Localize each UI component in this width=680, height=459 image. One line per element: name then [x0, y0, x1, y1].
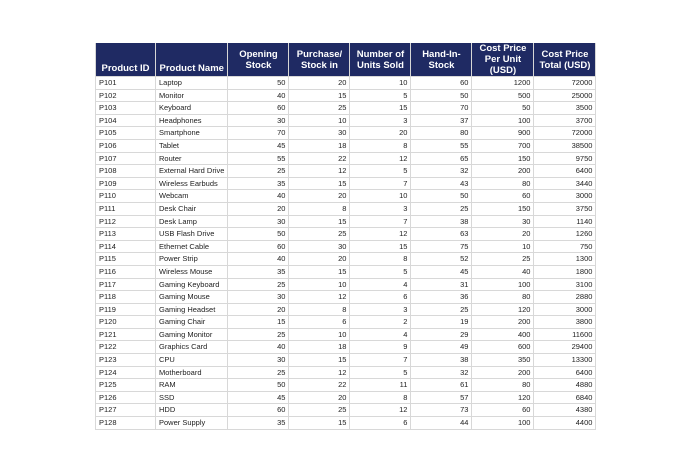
- cell-opening-stock[interactable]: 30: [228, 215, 289, 228]
- cell-product-name[interactable]: Gaming Chair: [156, 316, 228, 329]
- cell-cost-per-unit[interactable]: 40: [472, 265, 534, 278]
- cell-purchase-stock-in[interactable]: 20: [289, 190, 350, 203]
- cell-opening-stock[interactable]: 20: [228, 303, 289, 316]
- cell-product-name[interactable]: Laptop: [156, 77, 228, 90]
- cell-cost-total[interactable]: 13300: [534, 354, 596, 367]
- cell-units-sold[interactable]: 12: [350, 404, 411, 417]
- cell-hand-in-stock[interactable]: 36: [411, 291, 472, 304]
- cell-units-sold[interactable]: 5: [350, 89, 411, 102]
- cell-product-name[interactable]: RAM: [156, 379, 228, 392]
- cell-hand-in-stock[interactable]: 31: [411, 278, 472, 291]
- cell-product-name[interactable]: USB Flash Drive: [156, 228, 228, 241]
- cell-cost-per-unit[interactable]: 80: [472, 291, 534, 304]
- cell-cost-per-unit[interactable]: 500: [472, 89, 534, 102]
- cell-hand-in-stock[interactable]: 61: [411, 379, 472, 392]
- cell-units-sold[interactable]: 15: [350, 240, 411, 253]
- cell-cost-total[interactable]: 1140: [534, 215, 596, 228]
- cell-hand-in-stock[interactable]: 70: [411, 102, 472, 115]
- cell-purchase-stock-in[interactable]: 20: [289, 77, 350, 90]
- cell-opening-stock[interactable]: 20: [228, 202, 289, 215]
- cell-units-sold[interactable]: 7: [350, 215, 411, 228]
- cell-hand-in-stock[interactable]: 45: [411, 265, 472, 278]
- table-row: [96, 379, 596, 392]
- cell-cost-total[interactable]: 2880: [534, 291, 596, 304]
- cell-product-id[interactable]: P103: [96, 102, 156, 115]
- cell-purchase-stock-in[interactable]: 10: [289, 278, 350, 291]
- cell-purchase-stock-in[interactable]: 15: [289, 215, 350, 228]
- cell-hand-in-stock[interactable]: 55: [411, 139, 472, 152]
- cell-product-id[interactable]: P122: [96, 341, 156, 354]
- cell-opening-stock[interactable]: 45: [228, 391, 289, 404]
- cell-hand-in-stock[interactable]: 38: [411, 215, 472, 228]
- cell-product-id[interactable]: P120: [96, 316, 156, 329]
- cell-units-sold[interactable]: 6: [350, 291, 411, 304]
- cell-product-id[interactable]: P106: [96, 139, 156, 152]
- cell-units-sold[interactable]: 20: [350, 127, 411, 140]
- cell-hand-in-stock[interactable]: 32: [411, 366, 472, 379]
- cell-hand-in-stock[interactable]: 52: [411, 253, 472, 266]
- cell-product-name[interactable]: Gaming Headset: [156, 303, 228, 316]
- table-body: [96, 77, 596, 430]
- cell-units-sold[interactable]: 6: [350, 417, 411, 430]
- cell-opening-stock[interactable]: 35: [228, 177, 289, 190]
- table-row: [96, 89, 596, 102]
- cell-cost-per-unit[interactable]: 60: [472, 404, 534, 417]
- cell-product-id[interactable]: P121: [96, 328, 156, 341]
- cell-cost-per-unit[interactable]: 600: [472, 341, 534, 354]
- table-row: [96, 278, 596, 291]
- table-row: [96, 328, 596, 341]
- header-product-name[interactable]: Product Name: [156, 43, 228, 77]
- cell-opening-stock[interactable]: 60: [228, 404, 289, 417]
- table-row: [96, 215, 596, 228]
- cell-units-sold[interactable]: 8: [350, 139, 411, 152]
- cell-product-name[interactable]: Smartphone: [156, 127, 228, 140]
- cell-product-id[interactable]: P102: [96, 89, 156, 102]
- cell-units-sold[interactable]: 2: [350, 316, 411, 329]
- cell-purchase-stock-in[interactable]: 12: [289, 291, 350, 304]
- cell-opening-stock[interactable]: 50: [228, 77, 289, 90]
- cell-opening-stock[interactable]: 60: [228, 240, 289, 253]
- table-row: [96, 165, 596, 178]
- cell-product-id[interactable]: P101: [96, 77, 156, 90]
- cell-cost-total[interactable]: 3100: [534, 278, 596, 291]
- cell-hand-in-stock[interactable]: 50: [411, 190, 472, 203]
- cell-cost-per-unit[interactable]: 120: [472, 303, 534, 316]
- cell-product-id[interactable]: P128: [96, 417, 156, 430]
- cell-hand-in-stock[interactable]: 50: [411, 89, 472, 102]
- header-opening-stock[interactable]: Opening Stock: [228, 43, 289, 77]
- cell-product-name[interactable]: Motherboard: [156, 366, 228, 379]
- cell-product-id[interactable]: P126: [96, 391, 156, 404]
- cell-hand-in-stock[interactable]: 65: [411, 152, 472, 165]
- cell-product-id[interactable]: P108: [96, 165, 156, 178]
- cell-units-sold[interactable]: 11: [350, 379, 411, 392]
- cell-cost-total[interactable]: 1260: [534, 228, 596, 241]
- table-row: [96, 190, 596, 203]
- cell-product-name[interactable]: Desk Lamp: [156, 215, 228, 228]
- cell-hand-in-stock[interactable]: 19: [411, 316, 472, 329]
- cell-opening-stock[interactable]: 35: [228, 265, 289, 278]
- cell-product-name[interactable]: Headphones: [156, 114, 228, 127]
- cell-units-sold[interactable]: 4: [350, 278, 411, 291]
- cell-cost-per-unit[interactable]: 80: [472, 379, 534, 392]
- cell-product-name[interactable]: Graphics Card: [156, 341, 228, 354]
- cell-product-id[interactable]: P107: [96, 152, 156, 165]
- cell-units-sold[interactable]: 7: [350, 354, 411, 367]
- cell-purchase-stock-in[interactable]: 18: [289, 139, 350, 152]
- cell-product-id[interactable]: P123: [96, 354, 156, 367]
- cell-product-name[interactable]: External Hard Drive: [156, 165, 228, 178]
- cell-units-sold[interactable]: 3: [350, 114, 411, 127]
- cell-cost-total[interactable]: 9750: [534, 152, 596, 165]
- cell-product-name[interactable]: Gaming Keyboard: [156, 278, 228, 291]
- cell-purchase-stock-in[interactable]: 15: [289, 89, 350, 102]
- cell-product-id[interactable]: P109: [96, 177, 156, 190]
- cell-cost-per-unit[interactable]: 200: [472, 165, 534, 178]
- cell-purchase-stock-in[interactable]: 10: [289, 328, 350, 341]
- cell-opening-stock[interactable]: 45: [228, 139, 289, 152]
- table-row: [96, 265, 596, 278]
- table-row: [96, 303, 596, 316]
- header-hand-in-stock[interactable]: Hand-In-Stock: [411, 43, 472, 77]
- cell-product-id[interactable]: P127: [96, 404, 156, 417]
- cell-cost-total[interactable]: 6840: [534, 391, 596, 404]
- cell-cost-total[interactable]: 3500: [534, 102, 596, 115]
- cell-opening-stock[interactable]: 35: [228, 417, 289, 430]
- table-header: [96, 43, 596, 77]
- cell-cost-per-unit[interactable]: 30: [472, 215, 534, 228]
- cell-purchase-stock-in[interactable]: 8: [289, 303, 350, 316]
- cell-product-id[interactable]: P112: [96, 215, 156, 228]
- cell-product-name[interactable]: Ethernet Cable: [156, 240, 228, 253]
- cell-cost-total[interactable]: 3800: [534, 316, 596, 329]
- table-row: [96, 127, 596, 140]
- cell-purchase-stock-in[interactable]: 15: [289, 265, 350, 278]
- cell-product-id[interactable]: P111: [96, 202, 156, 215]
- cell-purchase-stock-in[interactable]: 15: [289, 417, 350, 430]
- table-row: [96, 341, 596, 354]
- cell-product-id[interactable]: P119: [96, 303, 156, 316]
- inventory-table: [95, 43, 596, 430]
- cell-cost-per-unit[interactable]: 80: [472, 177, 534, 190]
- table-row: [96, 316, 596, 329]
- cell-opening-stock[interactable]: 30: [228, 291, 289, 304]
- cell-purchase-stock-in[interactable]: 22: [289, 379, 350, 392]
- cell-cost-per-unit[interactable]: 10: [472, 240, 534, 253]
- cell-hand-in-stock[interactable]: 75: [411, 240, 472, 253]
- cell-purchase-stock-in[interactable]: 20: [289, 253, 350, 266]
- cell-units-sold[interactable]: 4: [350, 328, 411, 341]
- cell-product-name[interactable]: Gaming Monitor: [156, 328, 228, 341]
- cell-opening-stock[interactable]: 25: [228, 366, 289, 379]
- cell-product-id[interactable]: P117: [96, 278, 156, 291]
- cell-cost-total[interactable]: 4400: [534, 417, 596, 430]
- cell-purchase-stock-in[interactable]: 12: [289, 366, 350, 379]
- cell-hand-in-stock[interactable]: 49: [411, 341, 472, 354]
- cell-units-sold[interactable]: 9: [350, 341, 411, 354]
- cell-product-name[interactable]: SSD: [156, 391, 228, 404]
- cell-hand-in-stock[interactable]: 29: [411, 328, 472, 341]
- cell-hand-in-stock[interactable]: 63: [411, 228, 472, 241]
- cell-hand-in-stock[interactable]: 25: [411, 202, 472, 215]
- table-row: [96, 240, 596, 253]
- table-row: [96, 202, 596, 215]
- cell-product-id[interactable]: P124: [96, 366, 156, 379]
- cell-product-id[interactable]: P105: [96, 127, 156, 140]
- cell-hand-in-stock[interactable]: 73: [411, 404, 472, 417]
- table-row: [96, 354, 596, 367]
- table-row: [96, 417, 596, 430]
- cell-cost-total[interactable]: 3700: [534, 114, 596, 127]
- cell-opening-stock[interactable]: 30: [228, 114, 289, 127]
- cell-product-name[interactable]: Wireless Earbuds: [156, 177, 228, 190]
- cell-cost-per-unit[interactable]: 1200: [472, 77, 534, 90]
- cell-opening-stock[interactable]: 55: [228, 152, 289, 165]
- table-row: [96, 77, 596, 90]
- cell-units-sold[interactable]: 12: [350, 152, 411, 165]
- cell-hand-in-stock[interactable]: 32: [411, 165, 472, 178]
- cell-hand-in-stock[interactable]: 38: [411, 354, 472, 367]
- table-row: [96, 139, 596, 152]
- cell-hand-in-stock[interactable]: 37: [411, 114, 472, 127]
- cell-cost-total[interactable]: 3750: [534, 202, 596, 215]
- table-row: [96, 152, 596, 165]
- table-row: [96, 228, 596, 241]
- cell-units-sold[interactable]: 10: [350, 190, 411, 203]
- cell-cost-total[interactable]: 3000: [534, 190, 596, 203]
- table-row: [96, 177, 596, 190]
- cell-units-sold[interactable]: 12: [350, 228, 411, 241]
- cell-cost-total[interactable]: 750: [534, 240, 596, 253]
- cell-cost-per-unit[interactable]: 100: [472, 417, 534, 430]
- table-row: [96, 114, 596, 127]
- cell-product-id[interactable]: P113: [96, 228, 156, 241]
- cell-units-sold[interactable]: 5: [350, 366, 411, 379]
- cell-purchase-stock-in[interactable]: 15: [289, 354, 350, 367]
- table-row: [96, 253, 596, 266]
- cell-product-name[interactable]: Desk Chair: [156, 202, 228, 215]
- cell-opening-stock[interactable]: 25: [228, 328, 289, 341]
- cell-units-sold[interactable]: 8: [350, 391, 411, 404]
- cell-cost-total[interactable]: 29400: [534, 341, 596, 354]
- cell-opening-stock[interactable]: 40: [228, 89, 289, 102]
- cell-cost-per-unit[interactable]: 50: [472, 102, 534, 115]
- cell-product-name[interactable]: CPU: [156, 354, 228, 367]
- cell-cost-per-unit[interactable]: 100: [472, 278, 534, 291]
- cell-product-name[interactable]: Power Supply: [156, 417, 228, 430]
- cell-purchase-stock-in[interactable]: 6: [289, 316, 350, 329]
- cell-purchase-stock-in[interactable]: 25: [289, 228, 350, 241]
- cell-product-id[interactable]: P118: [96, 291, 156, 304]
- cell-cost-per-unit[interactable]: 200: [472, 316, 534, 329]
- cell-units-sold[interactable]: 7: [350, 177, 411, 190]
- cell-opening-stock[interactable]: 25: [228, 165, 289, 178]
- cell-purchase-stock-in[interactable]: 8: [289, 202, 350, 215]
- header-product-id[interactable]: Product ID: [96, 43, 156, 77]
- cell-product-id[interactable]: P125: [96, 379, 156, 392]
- cell-product-name[interactable]: Router: [156, 152, 228, 165]
- cell-product-name[interactable]: Keyboard: [156, 102, 228, 115]
- cell-hand-in-stock[interactable]: 43: [411, 177, 472, 190]
- cell-cost-total[interactable]: 1300: [534, 253, 596, 266]
- header-cost-price-per-unit[interactable]: Cost Price Per Unit (USD): [472, 43, 534, 77]
- cell-cost-per-unit[interactable]: 400: [472, 328, 534, 341]
- cell-cost-total[interactable]: 25000: [534, 89, 596, 102]
- table-row: [96, 102, 596, 115]
- cell-opening-stock[interactable]: 40: [228, 341, 289, 354]
- cell-product-name[interactable]: HDD: [156, 404, 228, 417]
- cell-opening-stock[interactable]: 40: [228, 190, 289, 203]
- cell-hand-in-stock[interactable]: 80: [411, 127, 472, 140]
- cell-purchase-stock-in[interactable]: 15: [289, 177, 350, 190]
- cell-purchase-stock-in[interactable]: 22: [289, 152, 350, 165]
- cell-purchase-stock-in[interactable]: 18: [289, 341, 350, 354]
- cell-purchase-stock-in[interactable]: 25: [289, 102, 350, 115]
- cell-hand-in-stock[interactable]: 44: [411, 417, 472, 430]
- cell-product-name[interactable]: Monitor: [156, 89, 228, 102]
- cell-cost-per-unit[interactable]: 900: [472, 127, 534, 140]
- cell-purchase-stock-in[interactable]: 30: [289, 127, 350, 140]
- cell-units-sold[interactable]: 3: [350, 202, 411, 215]
- cell-product-id[interactable]: P116: [96, 265, 156, 278]
- cell-opening-stock[interactable]: 15: [228, 316, 289, 329]
- cell-units-sold[interactable]: 5: [350, 265, 411, 278]
- cell-cost-per-unit[interactable]: 20: [472, 228, 534, 241]
- cell-cost-per-unit[interactable]: 200: [472, 366, 534, 379]
- cell-cost-total[interactable]: 72000: [534, 77, 596, 90]
- cell-product-name[interactable]: Webcam: [156, 190, 228, 203]
- cell-purchase-stock-in[interactable]: 30: [289, 240, 350, 253]
- table-row: [96, 391, 596, 404]
- cell-hand-in-stock[interactable]: 25: [411, 303, 472, 316]
- cell-opening-stock[interactable]: 30: [228, 354, 289, 367]
- cell-units-sold[interactable]: 5: [350, 165, 411, 178]
- cell-cost-per-unit[interactable]: 100: [472, 114, 534, 127]
- cell-product-name[interactable]: Wireless Mouse: [156, 265, 228, 278]
- cell-units-sold[interactable]: 8: [350, 253, 411, 266]
- cell-cost-per-unit[interactable]: 150: [472, 202, 534, 215]
- cell-product-name[interactable]: Power Strip: [156, 253, 228, 266]
- cell-units-sold[interactable]: 3: [350, 303, 411, 316]
- cell-cost-per-unit[interactable]: 120: [472, 391, 534, 404]
- cell-cost-total[interactable]: 3000: [534, 303, 596, 316]
- cell-opening-stock[interactable]: 60: [228, 102, 289, 115]
- cell-units-sold[interactable]: 10: [350, 77, 411, 90]
- cell-cost-total[interactable]: 3440: [534, 177, 596, 190]
- cell-cost-per-unit[interactable]: 350: [472, 354, 534, 367]
- table-row: [96, 366, 596, 379]
- table-row: [96, 404, 596, 417]
- cell-cost-per-unit[interactable]: 25: [472, 253, 534, 266]
- cell-product-name[interactable]: Tablet: [156, 139, 228, 152]
- cell-product-id[interactable]: P104: [96, 114, 156, 127]
- cell-hand-in-stock[interactable]: 60: [411, 77, 472, 90]
- cell-cost-total[interactable]: 1800: [534, 265, 596, 278]
- table-row: [96, 291, 596, 304]
- cell-hand-in-stock[interactable]: 57: [411, 391, 472, 404]
- cell-product-name[interactable]: Gaming Mouse: [156, 291, 228, 304]
- cell-opening-stock[interactable]: 40: [228, 253, 289, 266]
- cell-units-sold[interactable]: 15: [350, 102, 411, 115]
- header-row: [96, 43, 596, 77]
- header-purchase-stock-in[interactable]: Purchase/ Stock in: [289, 43, 350, 77]
- cell-product-id[interactable]: P115: [96, 253, 156, 266]
- header-units-sold[interactable]: Number of Units Sold: [350, 43, 411, 77]
- cell-product-id[interactable]: P110: [96, 190, 156, 203]
- cell-purchase-stock-in[interactable]: 25: [289, 404, 350, 417]
- cell-cost-total[interactable]: 72000: [534, 127, 596, 140]
- cell-opening-stock[interactable]: 70: [228, 127, 289, 140]
- cell-cost-total[interactable]: 4380: [534, 404, 596, 417]
- cell-cost-total[interactable]: 11600: [534, 328, 596, 341]
- cell-product-id[interactable]: P114: [96, 240, 156, 253]
- header-cost-price-total[interactable]: Cost Price Total (USD): [534, 43, 596, 77]
- cell-cost-total[interactable]: 6400: [534, 165, 596, 178]
- cell-purchase-stock-in[interactable]: 10: [289, 114, 350, 127]
- cell-cost-total[interactable]: 38500: [534, 139, 596, 152]
- cell-purchase-stock-in[interactable]: 20: [289, 391, 350, 404]
- cell-cost-per-unit[interactable]: 700: [472, 139, 534, 152]
- cell-opening-stock[interactable]: 25: [228, 278, 289, 291]
- cell-opening-stock[interactable]: 50: [228, 379, 289, 392]
- cell-cost-total[interactable]: 4880: [534, 379, 596, 392]
- cell-cost-per-unit[interactable]: 60: [472, 190, 534, 203]
- cell-cost-per-unit[interactable]: 150: [472, 152, 534, 165]
- cell-purchase-stock-in[interactable]: 12: [289, 165, 350, 178]
- cell-cost-total[interactable]: 6400: [534, 366, 596, 379]
- cell-opening-stock[interactable]: 50: [228, 228, 289, 241]
